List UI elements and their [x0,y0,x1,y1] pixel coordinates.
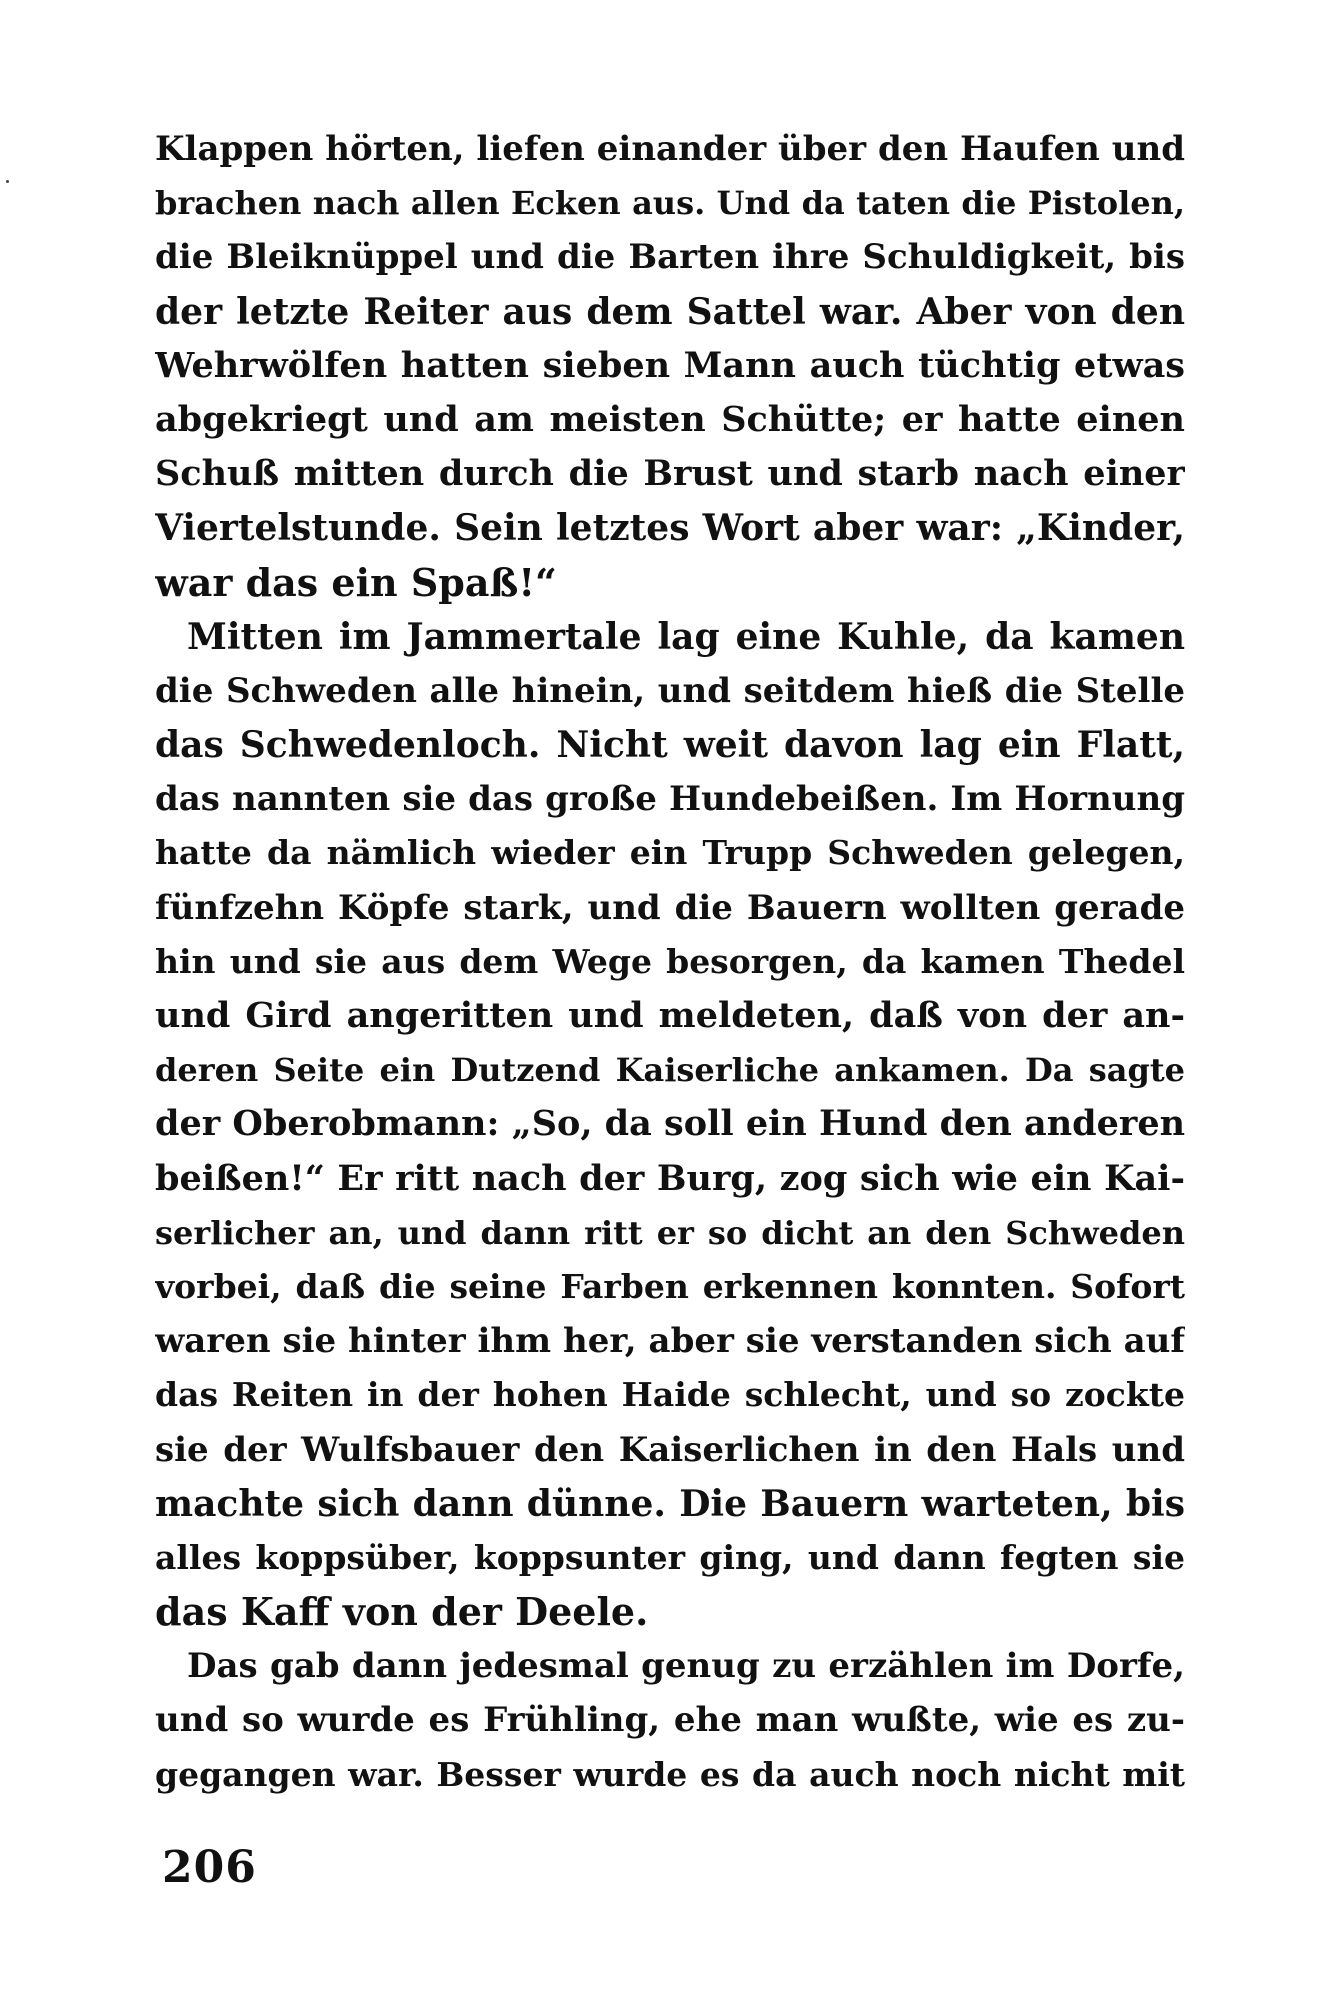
text-line: deren Seite ein Dutzend Kaiserliche ankamen. Da sagte [155,1051,1185,1090]
text-line: hatte da nämlich wieder ein Trupp Schweden gelegen, [155,833,1185,873]
page-number: 206 [162,1842,257,1893]
text-line: das Kaff von der Deele. [155,1589,649,1635]
text-line: hin und sie aus dem Wege besorgen, da kamen Thedel [155,941,1185,981]
text-line: machte sich dann dünne. Die Bauern warteten, bis [155,1482,1185,1525]
text-line: Mitten im Jammertale lag eine Kuhle, da kamen [187,615,1185,658]
text-line: und so wurde es Frühling, ehe man wußte, wie es zu- [155,1700,1185,1741]
text-line: der Oberobmann: „So, da soll ein Hund den anderen [155,1103,1185,1145]
text-line: Wehrwölfen hatten sieben Mann auch tüchtig etwas [155,344,1185,386]
text-line: waren sie hinter ihm her, aber sie verstanden sich auf [155,1321,1185,1362]
text-line: die Schweden alle hinein, und seitdem hieß die Stelle [155,670,1185,711]
scan-speck [6,180,9,183]
text-line: war das ein Spaß!“ [155,559,557,605]
text-line: das Reiten in der hohen Haide schlecht, und so zockte [155,1375,1185,1415]
text-line: das nannten sie das große Hundebeißen. Im Hornung [155,779,1185,820]
text-line: gegangen war. Besser wurde es da auch noch nicht mit [155,1754,1185,1794]
text-line: brachen nach allen Ecken aus. Und da taten die Pistolen, [155,184,1185,223]
text-line: Schuß mitten durch die Brust und starb nach einer [155,453,1185,495]
text-line: das Schwedenloch. Nicht weit davon lag ein Flatt, [155,724,1185,767]
body-text [155,122,1185,1802]
text-line: Viertelstunde. Sein letztes Wort aber war: „Kinder, [155,507,1185,550]
text-line: beißen!“ Er ritt nach der Burg, zog sich wie ein Kai- [155,1157,1185,1199]
text-line: der letzte Reiter aus dem Sattel war. Aber von den [155,290,1185,333]
text-line: abgekriegt und am meisten Schütte; er hatte einen [155,398,1185,440]
text-line: sie der Wulfsbauer den Kaiserlichen in den Hals und [155,1429,1185,1470]
text-line: die Bleiknüppel und die Barten ihre Schuldigkeit, bis [155,237,1185,278]
text-line: und Gird angeritten und meldeten, daß von der an- [155,995,1185,1036]
text-line: Das gab dann jedesmal genug zu erzählen im Dorfe, [187,1646,1185,1687]
text-line: serlicher an, und dann ritt er so dicht an den Schweden [155,1213,1185,1252]
text-line: vorbei, daß die seine Farben erkennen konnten. Sofort [155,1266,1185,1306]
text-line: fünfzehn Köpfe stark, und die Bauern wollten gerade [155,887,1185,928]
text-line: Klappen hörten, liefen einander über den Haufen und [155,129,1185,169]
text-line: alles koppsüber, koppsunter ging, und dann fegten sie [155,1537,1185,1577]
